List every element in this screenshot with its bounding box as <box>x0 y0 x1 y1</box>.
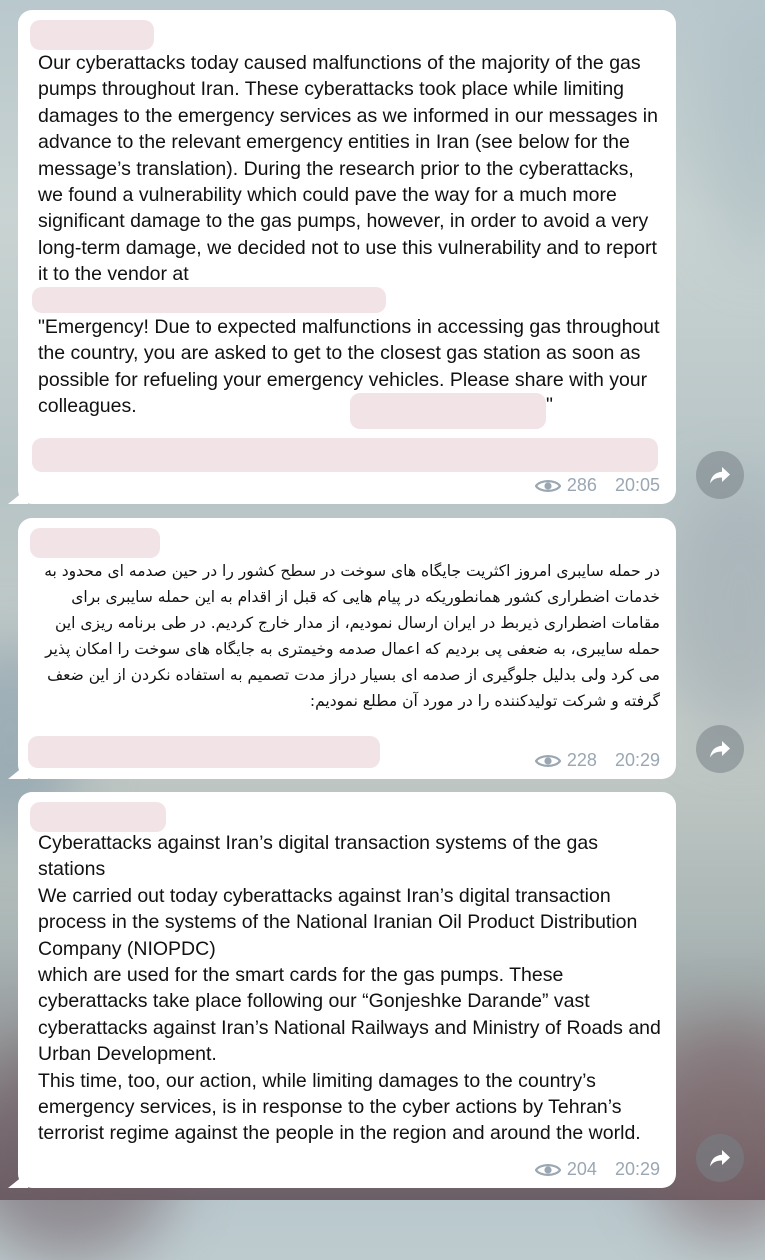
redacted-inline <box>350 393 546 429</box>
message-text: Cyberattacks against Iran’s digital transaction systems of the gas stations We carried out today cyberattacks against Iran’s digital transaction process in the systems of the National Iranian Oil Product Distribution Company (NIOPDC) which are used for the smart cards for the gas pumps. These cyberattacks take place following our “Gonjeshke Darande” vast cyberattacks against Iran’s National Railways and Ministry of Roads and Urban Development. This time, too, our action, while limiting damages to the country’s emergency services, is in response to the cyber actions by Tehran’s terrorist regime against the people in the region and around the world. <box>38 832 661 1145</box>
quoted-message-text: "Emergency! Due to expected malfunctions in accessing gas throughout the country, you are asked to get to the closest gas station as soon as possible for refueling your emergency vehicles. Please share with your colleagues. <box>38 316 665 418</box>
message-meta <box>535 750 660 771</box>
share-arrow-icon <box>708 739 732 759</box>
message-text: در حمله سایبری امروز اکثریت جایگاه های سوخت در سطح کشور را در حین صدمه ای محدود به خدمات اضطراری کشور همانطوریکه در پیام هایی که قبل از اقدام به این حمله سایبری برای مقامات اضطراری ذیربط در ایران ارسال نمودیم، از مدار خارج کردیم. در طی برنامه ریزی این حمله سایبری، به ضعفی پی بردیم که اعمال صدمه وخیمتری به جایگاه های سوخت را امکان پذیر می کرد ولی بدلیل جلوگیری از صدمه ای بسیار دراز مدت تصمیم به استفاده نکردن از این ضعف گرفته و شرکت تولیدکننده را در مورد آن مطلع نمودیم: <box>39 562 660 710</box>
view-count: 228 <box>566 750 597 770</box>
message-bubble <box>18 518 676 779</box>
redacted-signature <box>32 438 658 472</box>
message-bubble <box>18 792 676 1188</box>
share-button[interactable] <box>696 1134 744 1182</box>
message-meta <box>535 1159 660 1180</box>
eye-icon <box>535 753 561 769</box>
redacted-signature <box>28 736 380 768</box>
eye-icon <box>535 1162 561 1178</box>
quote-end-mark: " <box>546 394 553 416</box>
message-time: 20:05 <box>614 475 660 495</box>
share-button[interactable] <box>696 725 744 773</box>
view-count: 286 <box>566 475 597 495</box>
redacted-sender-name <box>30 802 166 832</box>
share-arrow-icon <box>708 1148 732 1168</box>
view-count: 204 <box>566 1159 597 1179</box>
redacted-link <box>32 287 386 313</box>
share-button[interactable] <box>696 451 744 499</box>
share-arrow-icon <box>708 465 732 485</box>
eye-icon <box>535 478 561 494</box>
message-time: 20:29 <box>614 750 660 770</box>
redacted-sender-name <box>30 528 160 558</box>
message-bubble <box>18 10 676 504</box>
message-time: 20:29 <box>614 1159 660 1179</box>
message-text: Our cyberattacks today caused malfunctions of the majority of the gas pumps throughout Iran. These cyberattacks took place while limiting damages to the emergency services as we informed in our messages in advance to the relevant emergency entities in Iran (see below for the message’s translation). During the research prior to the cyberattacks, we found a vulnerability which could pave the way for a much more significant damage to the gas pumps, however, in order to avoid a very long-term damage, we decided not to use this vulnerability and to report it to the vendor at <box>38 52 664 286</box>
message-meta <box>535 475 660 496</box>
redacted-sender-name <box>30 20 154 50</box>
